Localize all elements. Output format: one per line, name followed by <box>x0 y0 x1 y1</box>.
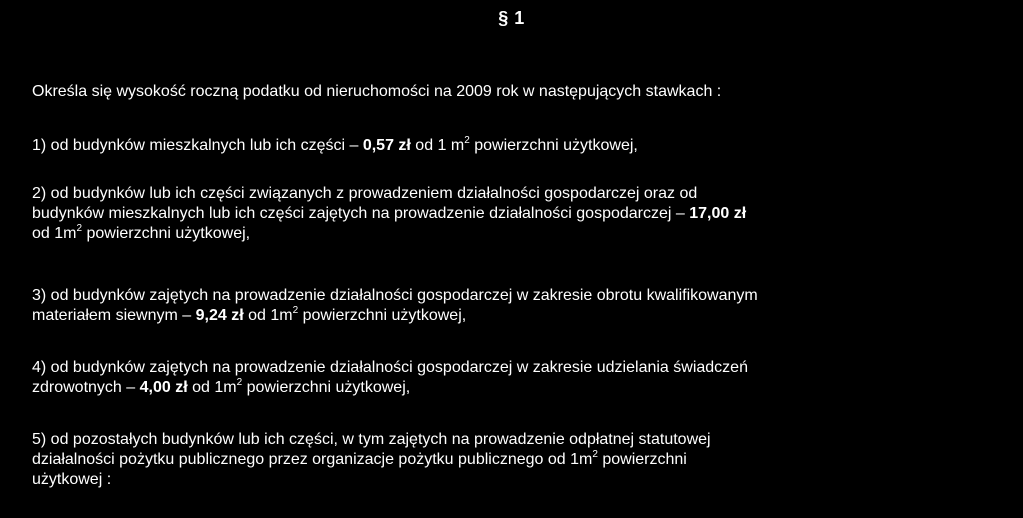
list-item <box>32 286 1007 326</box>
list-item <box>32 358 1007 398</box>
list-item-line: 3) od budynków zajętych na prowadzenie działalności gospodarczej w zakresie obrotu kwalifikowanym <box>32 287 758 304</box>
list-item-line: 5) od pozostałych budynków lub ich części, w tym zajętych na prowadzenie odpłatnej statutowej <box>32 431 711 448</box>
list-item-line: 2) od budynków lub ich części związanych z prowadzeniem działalności gospodarczej oraz od <box>32 185 698 202</box>
superscript: 2 <box>236 377 243 388</box>
tax-rate: 17,00 zł <box>689 205 747 222</box>
list-item-line: 1) od budynków mieszkalnych lub ich części – 0,57 zł od 1 $m^2$ powierzchni użytkowej, <box>32 135 638 154</box>
superscript: 2 <box>76 223 83 234</box>
intro-paragraph: Określa się wysokość roczną podatku od nieruchomości na 2009 rok w następujących stawkach : <box>32 83 722 100</box>
list-item <box>32 136 1007 156</box>
superscript: 2 <box>292 305 299 316</box>
superscript: 2 <box>464 135 470 146</box>
tax-rate: 9,24 zł <box>195 307 244 324</box>
list-item-line: materiałem siewnym – 9,24 zł od $1m^2$ powierzchni użytkowej, <box>32 305 467 324</box>
list-item-line: użytkowej : <box>32 471 112 488</box>
list-item-line: 4) od budynków zajętych na prowadzenie działalności gospodarczej w zakresie udzielania świadczeń <box>32 359 748 376</box>
list-item-line: budynków mieszkalnych lub ich części zajętych na prowadzenie działalności gospodarczej – 17,00 zł <box>32 205 747 222</box>
tax-rate: 0,57 zł <box>362 137 411 154</box>
list-item-line: zdrowotnych – 4,00 zł od $1m^2$ powierzchni użytkowej, <box>32 377 411 396</box>
tax-rate: 4,00 zł <box>139 379 188 396</box>
list-item <box>32 184 1007 244</box>
list-item-line: od $1m^2$ powierzchni użytkowej, <box>32 223 251 242</box>
superscript: 2 <box>592 449 598 460</box>
section-heading: § 1 <box>498 8 525 28</box>
list-item-line: działalności pożytku publicznego przez organizacje pożytku publicznego od $1m^2$ powierzchni <box>32 449 687 468</box>
list-item <box>32 430 1007 490</box>
